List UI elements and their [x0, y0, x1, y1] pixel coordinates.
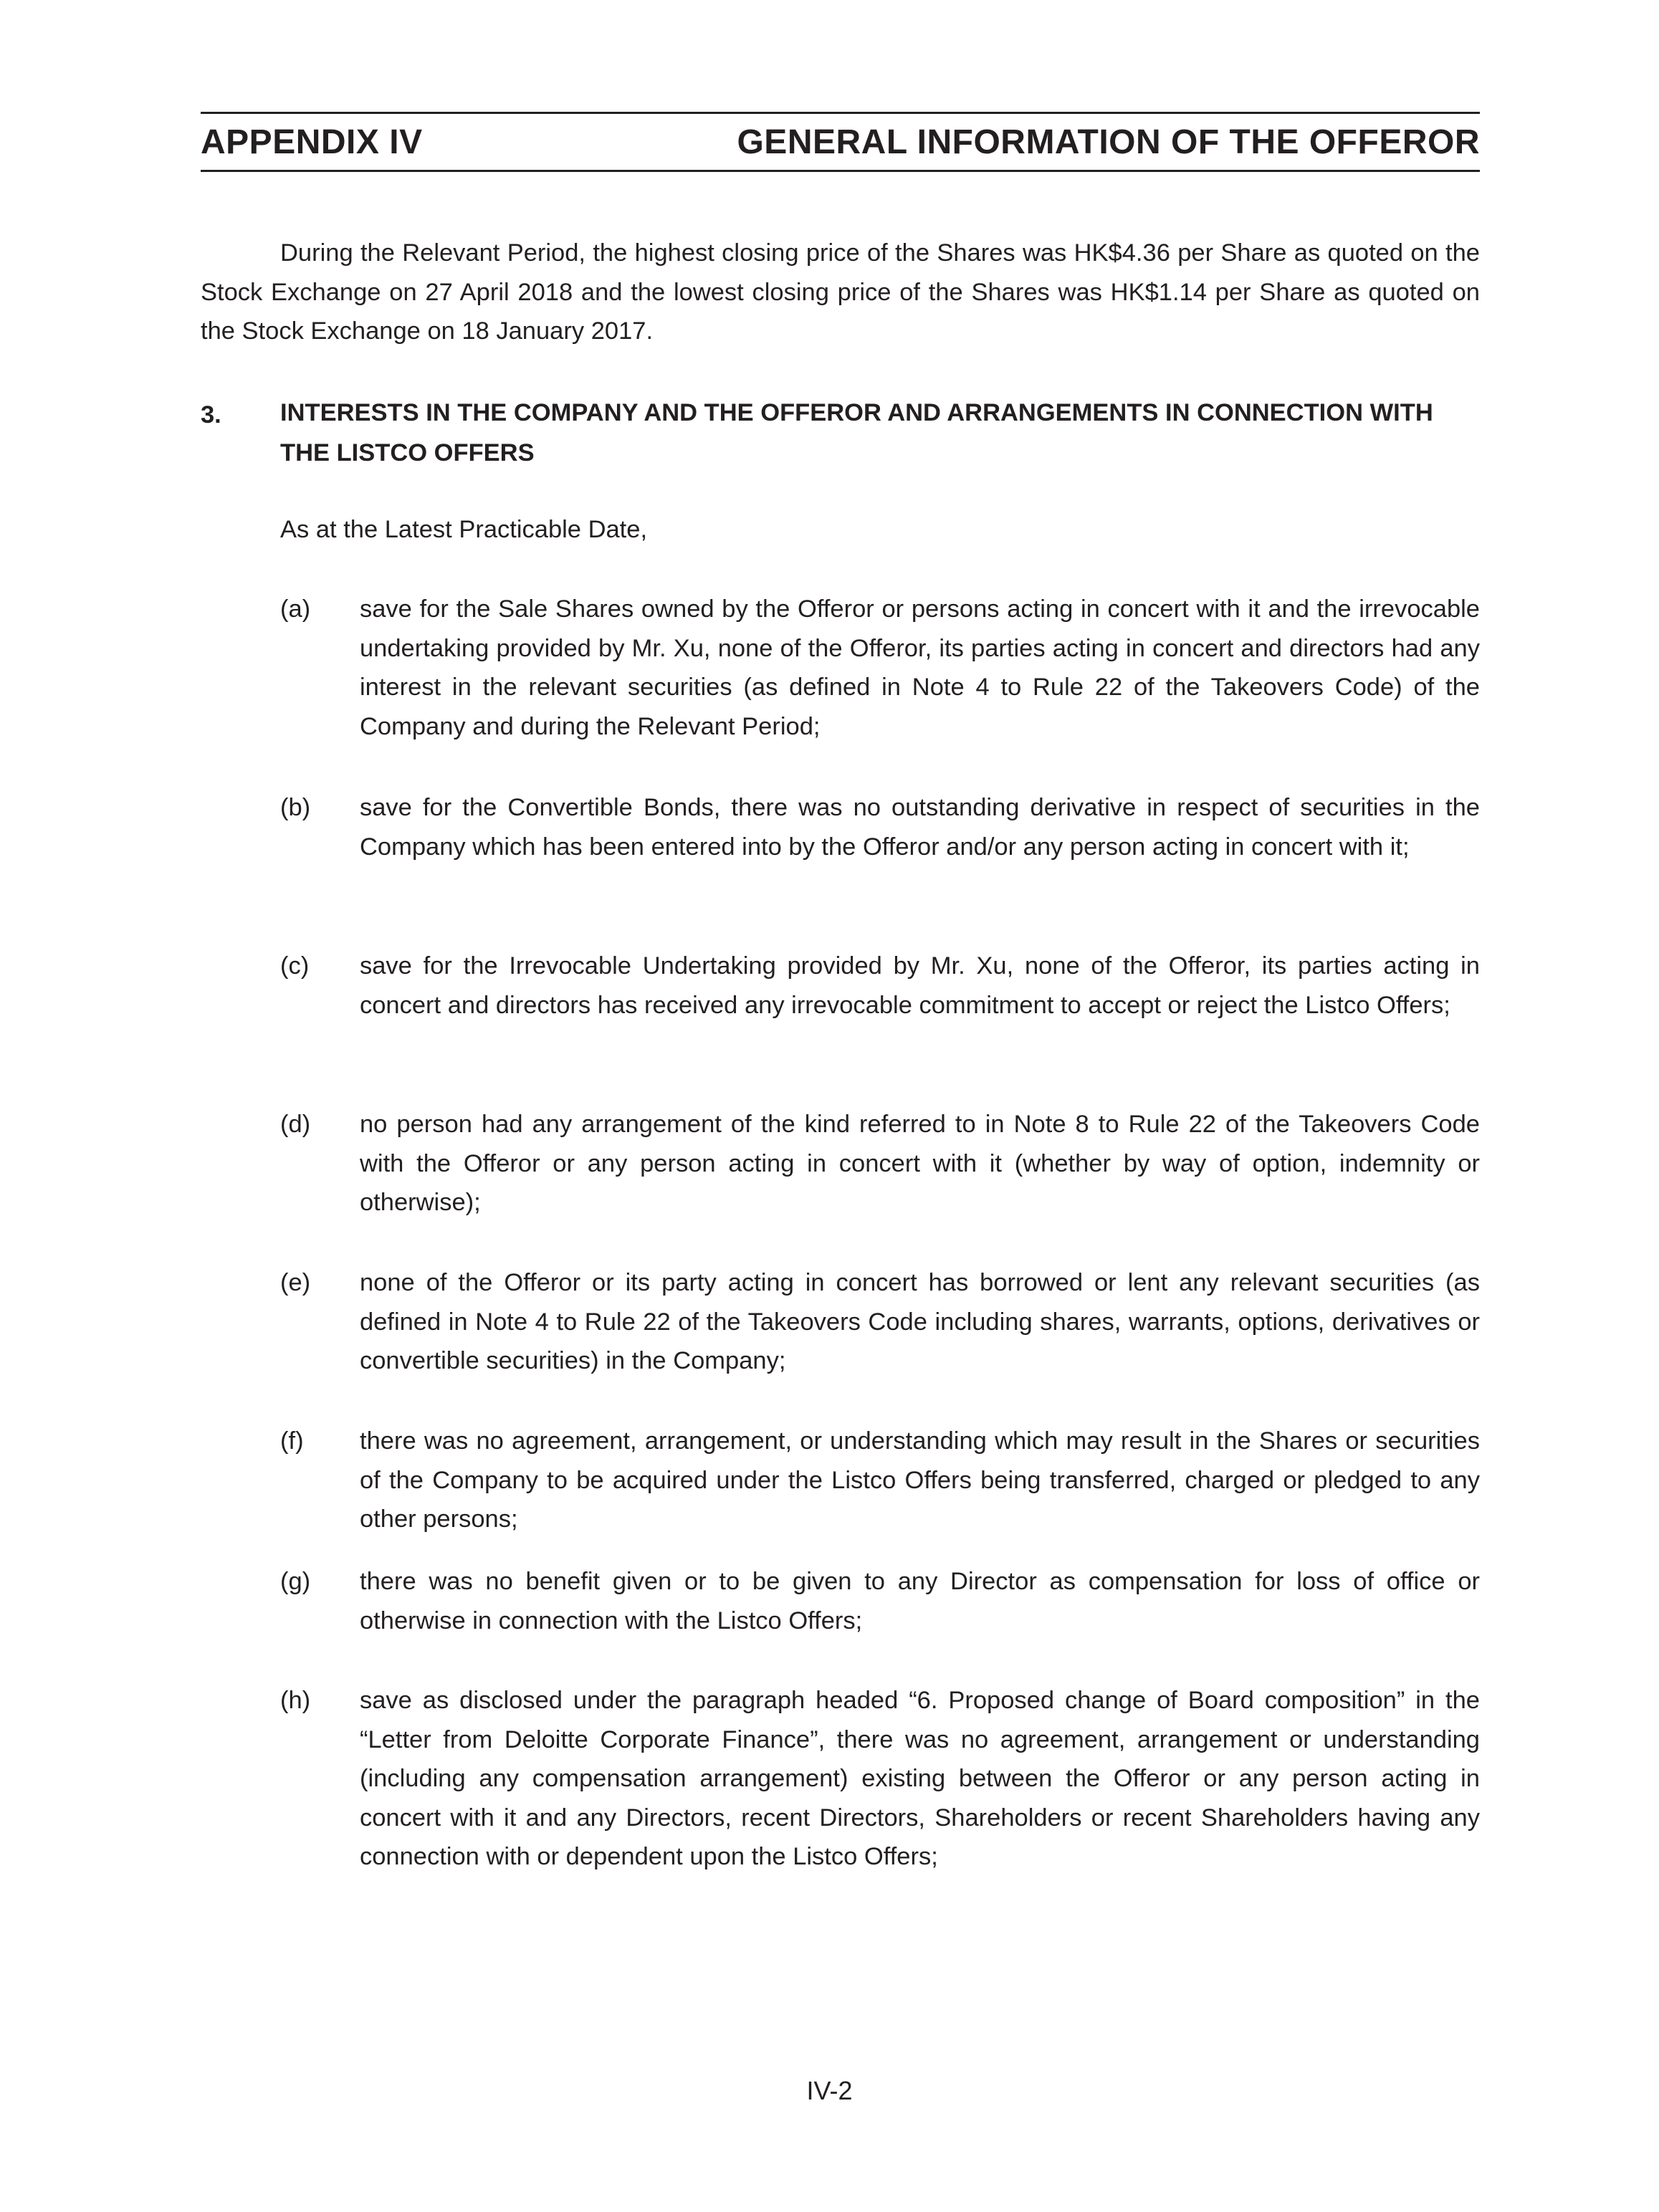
list-item-label: (h) [280, 1687, 311, 1714]
appendix-title: GENERAL INFORMATION OF THE OFFEROR [737, 123, 1480, 161]
section-number: 3. [201, 401, 221, 428]
list-item-label: (a) [280, 595, 311, 623]
page-header [201, 112, 1480, 172]
list-item-text: there was no agreement, arrangement, or understanding which may result in the Shares or securities of the Company to be acquired under the Listco Offers being transferred, charged or pledged to any other persons; [360, 1427, 1480, 1533]
list-item-text: there was no benefit given or to be given to any Director as compensation for loss of office or otherwise in connection with the Listco Offers; [360, 1568, 1480, 1634]
list-item-text: save for the Irrevocable Undertaking provided by Mr. Xu, none of the Offeror, its parties acting in concert and directors has received any irrevocable commitment to accept or reject the Listco Offers; [360, 952, 1480, 1019]
list-item-text: save for the Convertible Bonds, there was no outstanding derivative in respect of securities in the Company which has been entered into by the Offeror and/or any person acting in concert with it; [360, 794, 1480, 861]
page-number: IV-2 [806, 2076, 853, 2105]
section-title: INTERESTS IN THE COMPANY AND THE OFFEROR AND ARRANGEMENTS IN CONNECTION WITH THE LISTCO OFFERS [280, 399, 1433, 466]
intro-paragraph: During the Relevant Period, the highest closing price of the Shares was HK$4.36 per Share as quoted on the Stock Exchange on 27 April 2018 and the lowest closing price of the Shares was HK$1.14 per Share as quoted on the Stock Exchange on 18 January 2017. [201, 239, 1480, 345]
list-item-label: (d) [280, 1111, 311, 1138]
list-item-text: save as disclosed under the paragraph headed “6. Proposed change of Board composition” in the “Letter from Deloitte Corporate Finance”, there was no agreement, arrangement or understanding (including any compensation arrangement) existing between the Offeror or any person acting in concert with it and any Directors, recent Directors, Shareholders or recent Shareholders having any connection with or dependent upon the Listco Offers; [360, 1687, 1480, 1870]
list-item-label: (c) [280, 952, 310, 980]
list-item-label: (f) [280, 1427, 304, 1455]
list-item-label: (b) [280, 794, 311, 821]
appendix-label: APPENDIX IV [201, 123, 423, 161]
list-item-text: none of the Offeror or its party acting in concert has borrowed or lent any relevant securities (as defined in Note 4 to Rule 22 of the Takeovers Code including shares, warrants, options, derivatives or convertible securities) in the Company; [360, 1269, 1480, 1374]
list-item-text: no person had any arrangement of the kind referred to in Note 8 to Rule 22 of the Takeovers Code with the Offeror or any person acting in concert with it (whether by way of option, indemnity or otherwise); [360, 1111, 1480, 1216]
section-intro: As at the Latest Practicable Date, [280, 516, 648, 543]
list-item-label: (e) [280, 1269, 311, 1296]
list-item-text: save for the Sale Shares owned by the Offeror or persons acting in concert with it and the irrevocable undertaking provided by Mr. Xu, none of the Offeror, its parties acting in concert and directors had any interest in the relevant securities (as defined in Note 4 to Rule 22 of the Takeovers Code) of the Company and during the Relevant Period; [360, 595, 1480, 740]
list-item-label: (g) [280, 1568, 311, 1595]
